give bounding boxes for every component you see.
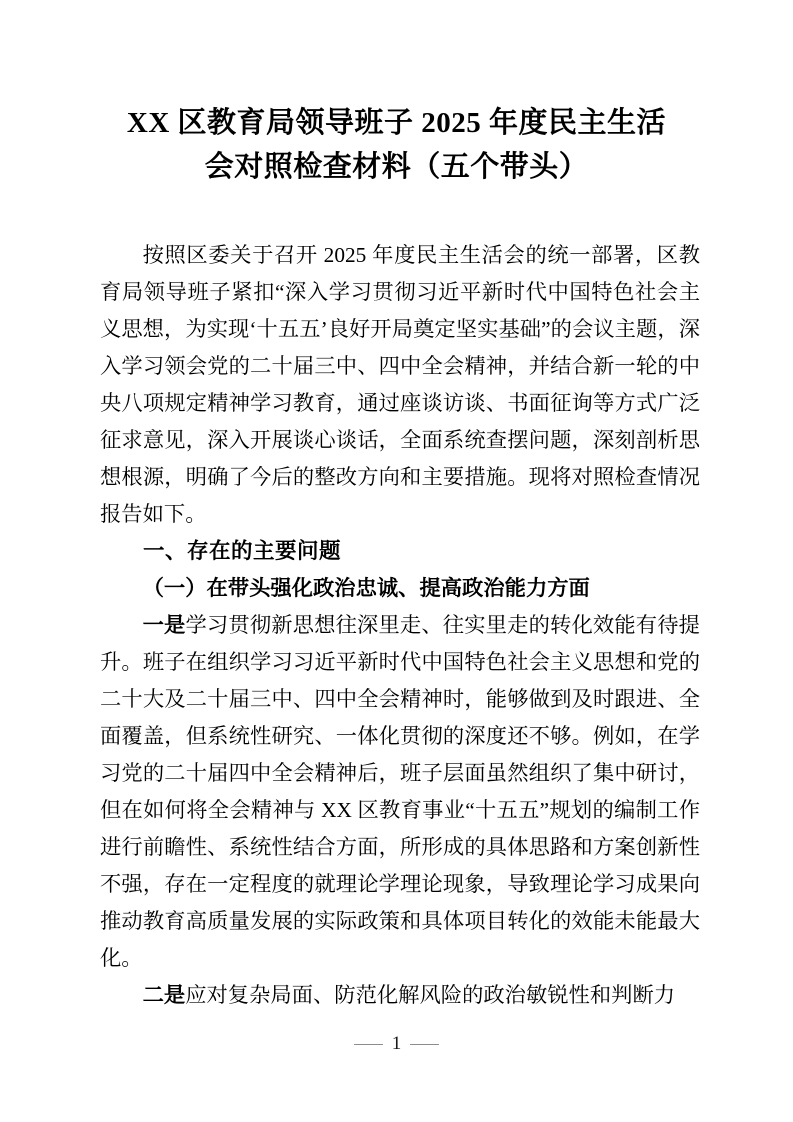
- point-paragraph-2: [100, 977, 700, 1014]
- point-2-lead: 二是: [142, 983, 186, 1007]
- point-2-text: 应对复杂局面、防范化解风险的政治敏锐性和判断力: [185, 983, 676, 1007]
- page-number-dash-left: —: [354, 1033, 383, 1054]
- point-1-text: 学习贯彻新思想往深里走、往实里走的转化效能有待提升。班子在组织学习习近平新时代中国特色社会主义思想和党的二十大及二十届三中、四中全会精神时，能够做到及时跟进、全面覆盖，但系统性研究、一体化贯彻的深度还不够。例如，在学习党的二十届四中全会精神后，班子层面虽然组织了集中研讨，但在如何将全会精神与 XX 区教育事业“十五五”规划的编制工作进行前瞻性、系统性结合方面，所形成的具体思路和方案创新性不强，存在一定程度的就理论学理论现象，导致理论学习成果向推动教育高质量发展的实际政策和具体项目转化的效能未能最大化。: [100, 613, 700, 970]
- intro-paragraph: [100, 237, 700, 533]
- document-title: [0, 0, 793, 189]
- point-1-lead: 一是: [142, 613, 186, 637]
- point-paragraph-1: [100, 607, 700, 977]
- document-title-line-1: XX 区教育局领导班子 2025 年度民主生活: [126, 107, 667, 139]
- section-heading-1: 一、存在的主要问题: [143, 539, 342, 563]
- page-footer: [0, 1033, 793, 1055]
- page-number-dash-right: —: [410, 1033, 439, 1054]
- page-number: 1: [391, 1033, 402, 1054]
- document-body: [100, 237, 700, 1014]
- intro-paragraph-text: 按照区委关于召开 2025 年度民主生活会的统一部署，区教育局领导班子紧扣“深入学习贯彻习近平新时代中国特色社会主义思想，为实现‘十五五’良好开局奠定坚实基础”的会议主题，深入学习领会党的二十届三中、四中全会精神，并结合新一轮的中央八项规定精神学习教育，通过座谈访谈、书面征询等方式广泛征求意见，深入开展谈心谈话，全面系统查摆问题，深刻剖析思想根源，明确了今后的整改方向和主要措施。现将对照检查情况报告如下。: [100, 243, 700, 526]
- subsection-heading-1-1: （一）在带头强化政治忠诚、提高政治能力方面: [142, 576, 590, 600]
- document-title-line-2: 会对照检查材料（五个带头）: [204, 151, 589, 183]
